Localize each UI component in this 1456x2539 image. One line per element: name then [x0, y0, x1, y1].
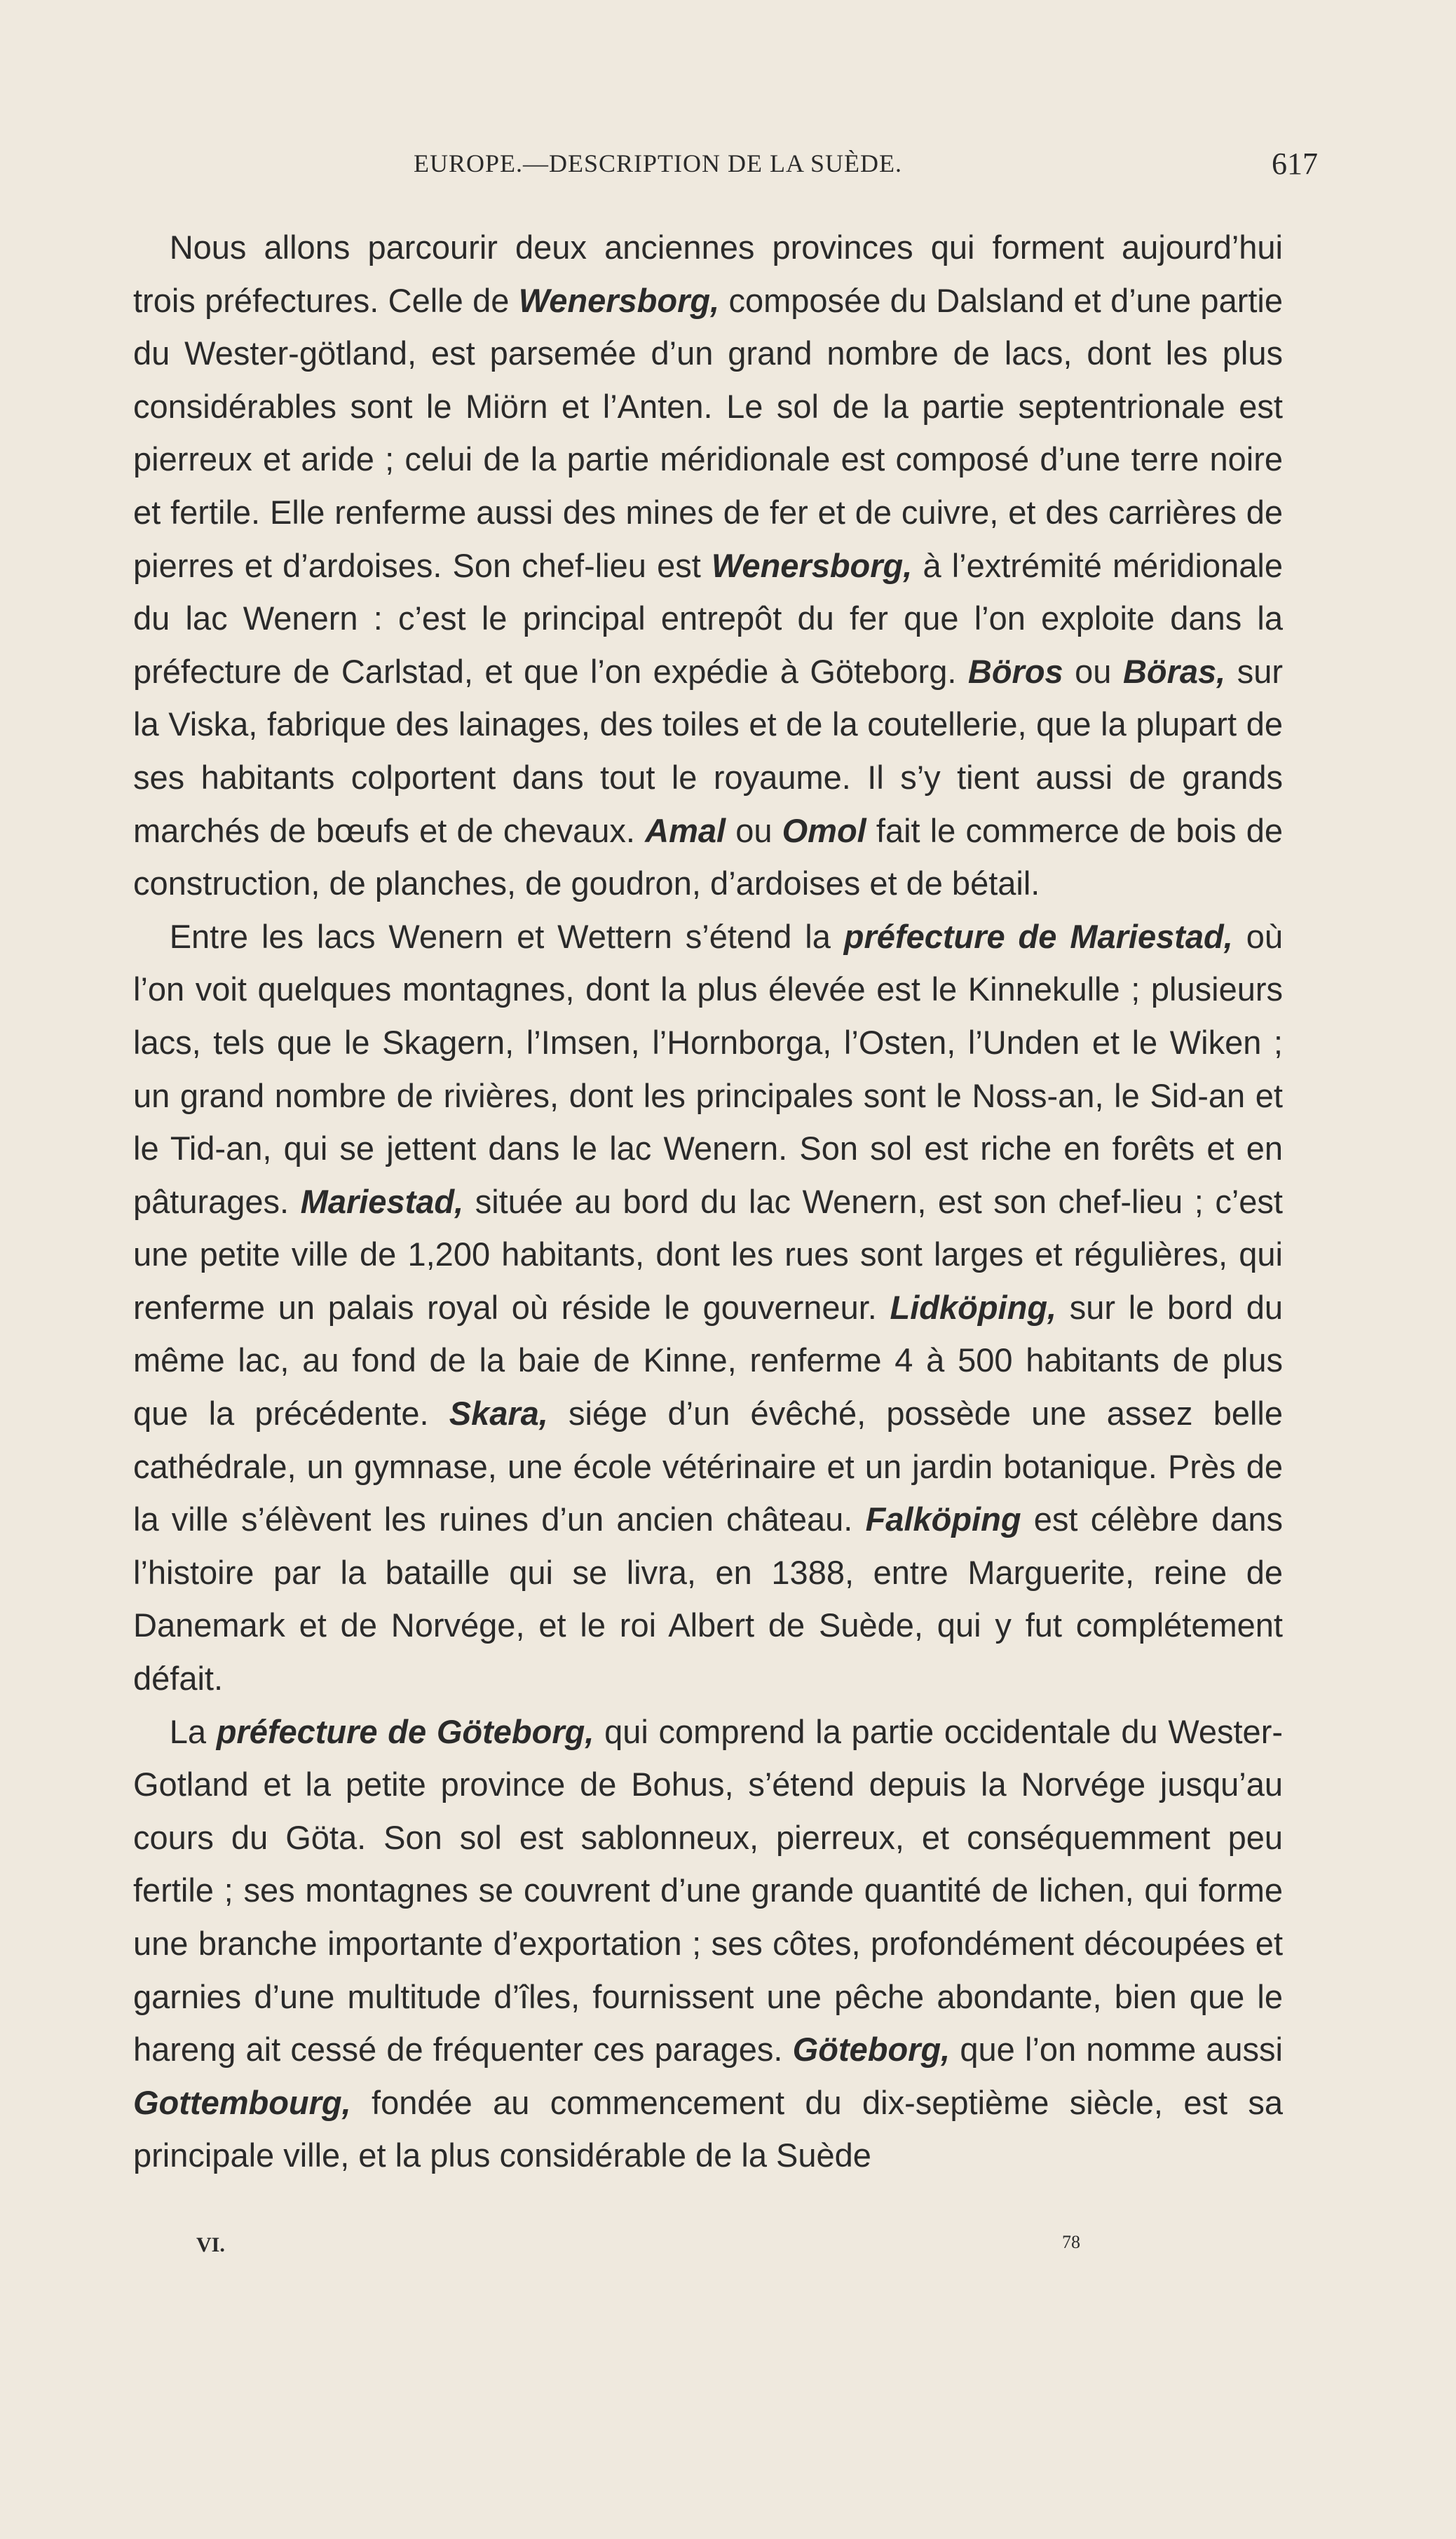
place-name: Gottembourg, — [133, 2083, 351, 2121]
text-run: que l’on nomme aussi — [950, 2031, 1283, 2069]
place-name: préfecture de Göteborg, — [216, 1712, 594, 1750]
place-name: Böros — [967, 652, 1063, 690]
place-name: Amal — [645, 811, 726, 849]
paragraph — [133, 1705, 1283, 2182]
text-run: est célèbre dans l’histoire par la bataille qui se livra, en 1388, entre Marguerite, reine de Danemark et de Norvége, et le roi Albert de Suède, qui y fut complétement défait. — [133, 1501, 1283, 1698]
text-run: siége d’un évêché, possède une assez belle cathédrale, un gymnase, une école vétérinaire et un jardin botanique. Près de la ville s’élèvent les ruines d’un ancien château. — [133, 1395, 1284, 1538]
text-run: à l’extrémité méridionale du lac Wenern : c’est le principal entrepôt du fer que l’on exploite dans la préfecture de Carlstad, et que l’on expédie à Göteborg. — [133, 546, 1283, 690]
place-name: Göteborg, — [792, 2031, 951, 2069]
text-run: qui comprend la partie occidentale du Wester-Gotland et la petite province de Bohus, s’étend depuis la Norvége jusqu’au cours du Göta. Son sol est sablonneux, pierreux, et conséquemment peu fertile ; ses montagnes se couvrent d’une grande quantité de lichen, qui forme une branche importante d’exportation ; ses côtes, profondément découpées et garnies d’une multitude d’îles, fournissent une pêche abondante, bien que le hareng ait cessé de fréquenter ces parages. — [133, 1712, 1283, 2069]
text-run: composée du Dalsland et d’une partie du Wester-götland, est parsemée d’un grand nombre de lacs, dont les plus considérables sont le Miörn et l’Anten. Le sol de la partie septentrionale est pierreux et aride ; celui de la partie méridionale est composé d’une terre noire et fertile. Elle renferme aussi des mines de fer et de cuivre, et des carrières de pierres et d’ardoises. Son chef-lieu est — [133, 281, 1283, 584]
place-name: Wenersborg, — [711, 546, 913, 584]
text-run: fondée au commencement du dix-septième siècle, est sa principale ville, et la plus considérable de la Suède — [133, 2083, 1283, 2174]
place-name: Böras, — [1122, 652, 1226, 690]
sheet-number: 78 — [1062, 2232, 1080, 2252]
page-footer — [196, 2233, 1178, 2261]
place-name: Mariestad, — [300, 1182, 464, 1220]
paragraph — [133, 221, 1283, 910]
place-name: Wenersborg, — [518, 281, 720, 319]
paragraph — [133, 910, 1283, 1705]
text-run: où l’on voit quelques montagnes, dont la plus élevée est le Kinnekulle ; plusieurs lacs, tels que le Skagern, l’Imsen, l’Hornborga, l’Osten, l’Unden et le Wiken ; un grand nombre de rivières, dont les principales sont le Noss-an, le Sid-an et le Tid-an, qui se jettent dans le lac Wenern. Son sol est riche en forêts et en pâturages. — [133, 917, 1284, 1220]
place-name: préfecture de Mariestad, — [843, 917, 1233, 955]
text-run: Entre les lacs Wenern et Wettern s’étend la — [169, 917, 844, 955]
body-text — [133, 221, 1283, 2182]
page-header — [133, 149, 1339, 191]
text-run: fait le commerce de bois de construction, de planches, de goudron, d’ardoises et de bétail. — [133, 811, 1284, 902]
place-name: Lidköping, — [890, 1288, 1057, 1326]
signature-mark: VI. — [196, 2233, 225, 2256]
text-run: située au bord du lac Wenern, est son chef-lieu ; c’est une petite ville de 1,200 habitants, dont les rues sont larges et régulières, qui renferme un palais royal où réside le gouverneur. — [133, 1182, 1283, 1326]
page-number: 617 — [1272, 147, 1318, 181]
text-run: La — [169, 1712, 217, 1750]
text-run: ou — [1063, 652, 1123, 690]
running-head: EUROPE.—DESCRIPTION DE LA SUÈDE. — [414, 149, 903, 177]
text-run: ou — [726, 811, 782, 849]
text-run: sur la Viska, fabrique des lainages, des toiles et de la coutellerie, que la plupart de ses habitants colportent dans tout le royaume. Il s’y tient aussi de grands marchés de bœufs et de chevaux. — [133, 652, 1283, 849]
text-run: sur le bord du même lac, au fond de la baie de Kinne, renferme 4 à 500 habitants de plus que la précédente. — [133, 1288, 1283, 1433]
place-name: Omol — [782, 811, 866, 849]
place-name: Skara, — [449, 1395, 548, 1433]
place-name: Falköping — [865, 1501, 1021, 1538]
text-run: Nous allons parcourir deux anciennes provinces qui forment aujourd’hui trois préfectures. Celle de — [133, 229, 1283, 319]
